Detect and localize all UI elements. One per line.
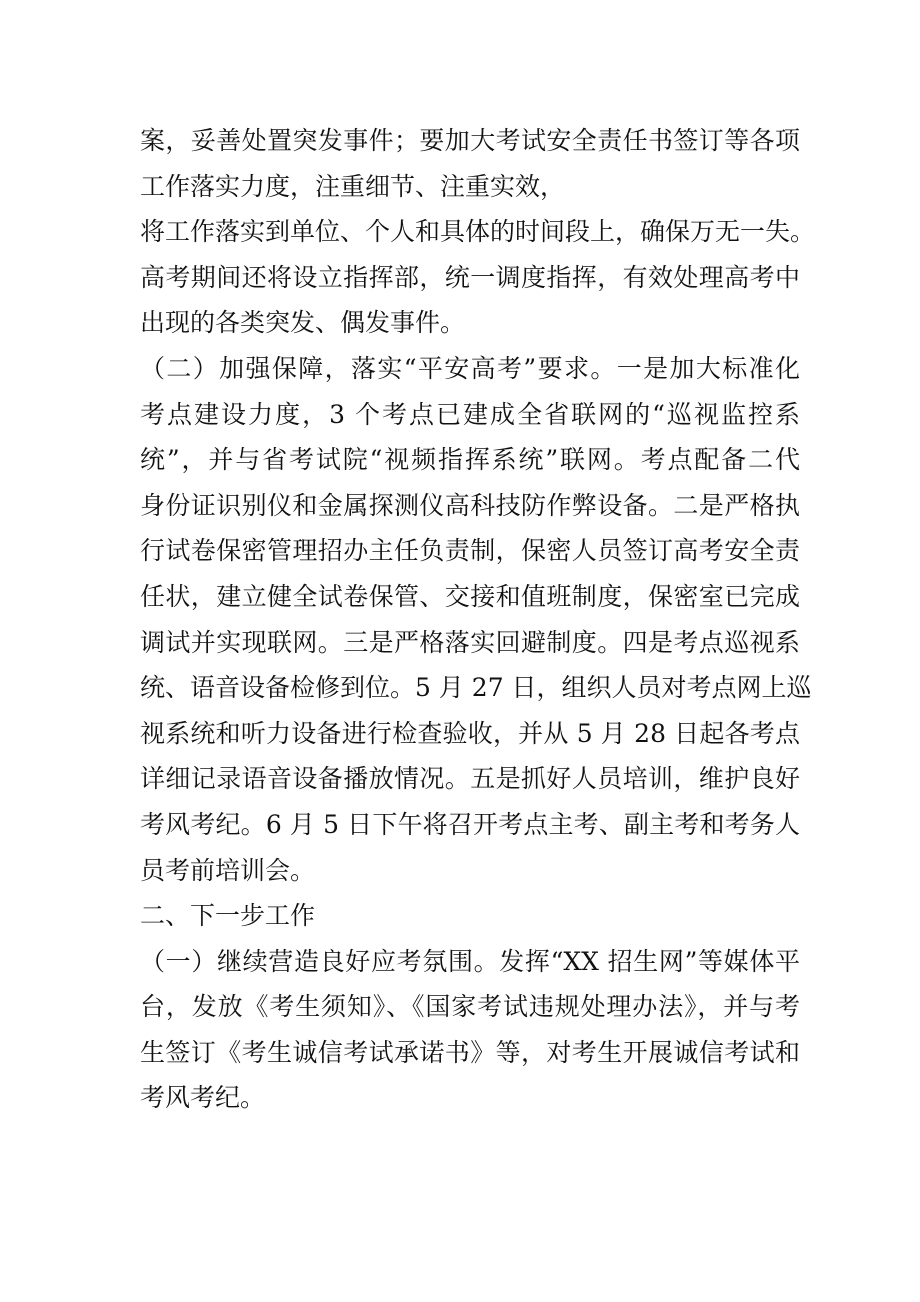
text-line: 统、语音设备检修到位。5 月 27 日，组织人员对考点网上巡: [140, 673, 812, 703]
text-line: 考风考纪。6 月 5 日下午将召开考点主考、副主考和考务人: [140, 809, 800, 839]
text-line: 台，发放《考生须知》、《国家考试违规处理办法》，并与考: [140, 992, 800, 1022]
document-body: [140, 118, 816, 1121]
text-line: 详细记录语音设备播放情况。五是抓好人员培训，维护良好: [140, 764, 800, 794]
text-line: 考点建设力度，3 个考点已建成全省联网的“巡视监控系: [140, 399, 800, 429]
text-line: 员考前培训会。: [140, 855, 316, 885]
text-line: 统”，并与省考试院“视频指挥系统”联网。考点配备二代: [140, 445, 800, 475]
text-line: （二）加强保障，落实“平安高考”要求。一是加大标准化: [140, 353, 800, 383]
text-line: 身份证识别仪和金属探测仪高科技防作弊设备。二是严格执: [140, 490, 800, 520]
text-line: 高考期间还将设立指挥部，统一调度指挥，有效处理高考中: [140, 262, 800, 292]
text-line: 考风考纪。: [140, 1083, 266, 1113]
text-line: 将工作落实到单位、个人和具体的时间段上，确保万无一失。: [140, 217, 816, 247]
text-line: 行试卷保密管理招办主任负责制，保密人员签订高考安全责: [140, 536, 800, 566]
text-line: 任状，建立健全试卷保管、交接和值班制度，保密室已完成: [140, 581, 800, 611]
text-line: （一）继续营造良好应考氛围。发挥“XX 招生网”等媒体平: [140, 946, 800, 976]
text-line: 工作落实力度，注重细节、注重实效，: [140, 171, 566, 201]
text-line: 案，妥善处置突发事件；要加大考试安全责任书签订等各项: [140, 126, 800, 155]
section-heading: 二、下一步工作: [140, 901, 316, 931]
text-line: 调试并实现联网。三是严格落实回避制度。四是考点巡视系: [140, 627, 800, 657]
text-line: 出现的各类突发、偶发事件。: [140, 308, 466, 338]
text-line: 视系统和听力设备进行检查验收，并从 5 月 28 日起各考点: [140, 718, 800, 748]
text-line: 生签订《考生诚信考试承诺书》等，对考生开展诚信考试和: [140, 1037, 800, 1067]
